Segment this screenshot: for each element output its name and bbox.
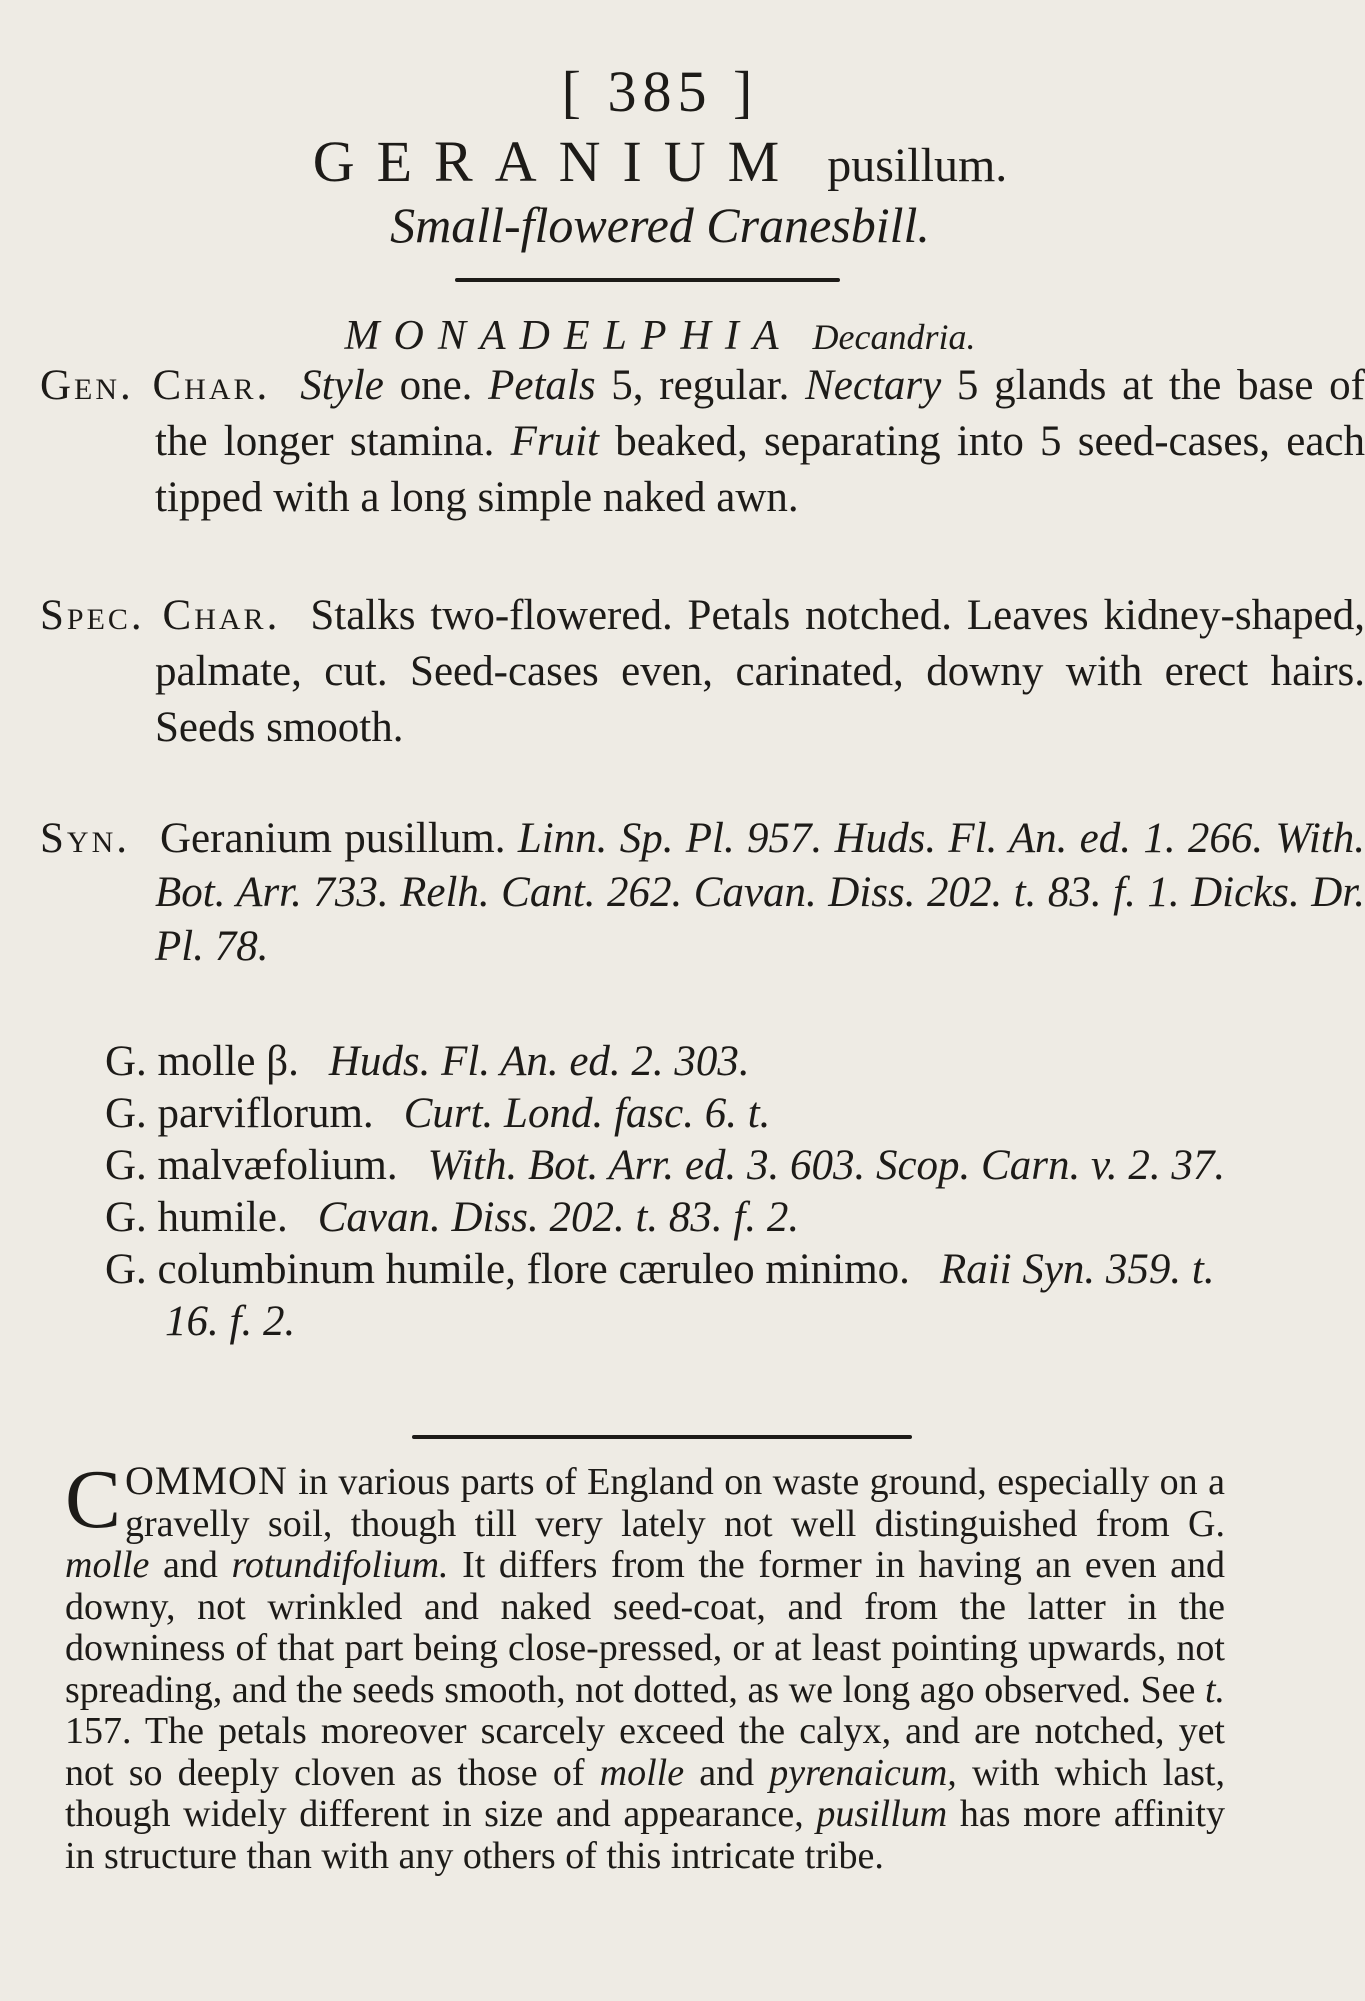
- drop-cap: C: [65, 1453, 122, 1546]
- order-name: Decandria.: [812, 317, 976, 357]
- syn-label: Syn.: [40, 815, 130, 862]
- description-fragment: with which last, though widely different in size and appearance,: [65, 1751, 1225, 1835]
- gen-char-text: [155, 362, 1365, 521]
- synonym-ref: Cavan. Diss. 202. t. 83. f. 2.: [317, 1194, 800, 1241]
- description-fragment: t.: [1204, 1668, 1225, 1711]
- description-fragment: and: [149, 1544, 232, 1586]
- syn-main-name: Geranium pusillum.: [160, 815, 506, 862]
- synonym-name: G. columbinum humile, flore cæruleo minimo.: [105, 1246, 910, 1293]
- synonym-ref: Raii Syn. 359. t. 16. f. 2.: [165, 1246, 1215, 1345]
- gen-char-fragment: Petals: [488, 362, 596, 409]
- description-fragment: pusillum: [816, 1793, 948, 1835]
- synonym-list: [105, 1036, 1255, 1348]
- common-name: Small-flowered Cranesbill.: [390, 197, 930, 253]
- description-fragment: in various parts of England on waste ground, especially on a gravelly soil, though till very lately not well distinguished from G.: [125, 1461, 1225, 1545]
- specific-character: [40, 588, 1365, 756]
- page-number: [ 385 ]: [561, 59, 759, 124]
- description-fragment: molle: [65, 1544, 150, 1586]
- synonym-name: G. malvæfolium.: [105, 1142, 398, 1189]
- synonym-item: [105, 1244, 1255, 1348]
- description-paragraph: [65, 1453, 1225, 1877]
- synonym-item: [105, 1088, 1255, 1140]
- gen-char-fragment: Nectary: [805, 362, 942, 409]
- gen-char-fragment: Fruit: [510, 418, 599, 465]
- synonym-name: G. molle β.: [105, 1038, 299, 1085]
- class-name: MONADELPHIA: [344, 313, 793, 359]
- gen-char-fragment: 5 glands at the base of the longer stamina.: [155, 362, 1365, 465]
- species-title: [0, 128, 1320, 195]
- genus-name: GERANIUM: [312, 129, 802, 194]
- description-fragment: molle: [599, 1751, 685, 1794]
- syn-main-ref: Linn. Sp. Pl. 957. Huds. Fl. An. ed. 1. 266. With. Bot. Arr. 733. Relh. Cant. 262. Cavan. Diss. 202. t. 83. f. 1. Dicks. Dr. Pl. 78.: [155, 815, 1365, 970]
- description-fragment: and: [684, 1751, 770, 1794]
- synonym-item: [105, 1192, 1255, 1244]
- gen-char-fragment: beaked, separating into 5 seed-cases, each tipped with a long simple naked awn.: [155, 418, 1365, 521]
- synonym-name: G. parviflorum.: [105, 1090, 374, 1137]
- synonym-ref: Curt. Lond. fasc. 6. t.: [403, 1090, 771, 1137]
- gen-char-fragment: 5, regular.: [595, 362, 806, 409]
- description-text: [65, 1453, 1225, 1877]
- synonym-item: [105, 1140, 1255, 1192]
- description-fragment: rotundifolium.: [231, 1544, 449, 1586]
- spec-char-label: Spec. Char.: [40, 592, 281, 639]
- gen-char-fragment: one.: [383, 362, 489, 409]
- synonym-ref: With. Bot. Arr. ed. 3. 603. Scop. Carn. v. 2. 37.: [427, 1142, 1226, 1189]
- description-fragment: 157. The petals moreover scarcely exceed the calyx, and are notched, yet not so deeply cloven as those of: [65, 1710, 1225, 1794]
- synonym-name: G. humile.: [105, 1194, 288, 1241]
- description-fragment: has more affinity in structure than with any others of this intricate tribe.: [65, 1793, 1225, 1877]
- linnaean-classification: [0, 312, 1320, 360]
- generic-character: [40, 358, 1365, 526]
- gen-char-label: Gen. Char.: [40, 362, 271, 409]
- lead-word: OMMON: [125, 1458, 288, 1503]
- description-fragment: It differs from the former in having an even and downy, not wrinkled and naked seed-coat, and from the latter in the downiness of that part being close-pressed, or at least pointing upwards, not spreading, and the seeds smooth, not dotted, as we long ago observed. See: [65, 1544, 1225, 1711]
- synonym-item: [105, 1036, 1255, 1088]
- synonym-ref: Huds. Fl. An. ed. 2. 303.: [328, 1038, 750, 1085]
- synonymy-main: [40, 812, 1365, 974]
- section-divider: [412, 1435, 912, 1439]
- species-epithet: pusillum.: [827, 139, 1008, 192]
- description-fragment: pyrenaicum,: [769, 1751, 957, 1794]
- title-divider: [455, 278, 840, 282]
- spec-char-text: Stalks two-flowered. Petals notched. Leaves kidney-shaped, palmate, cut. Seed-cases even, carinated, downy with erect hairs. Seeds smooth.: [155, 592, 1365, 751]
- gen-char-fragment: Style: [300, 362, 384, 409]
